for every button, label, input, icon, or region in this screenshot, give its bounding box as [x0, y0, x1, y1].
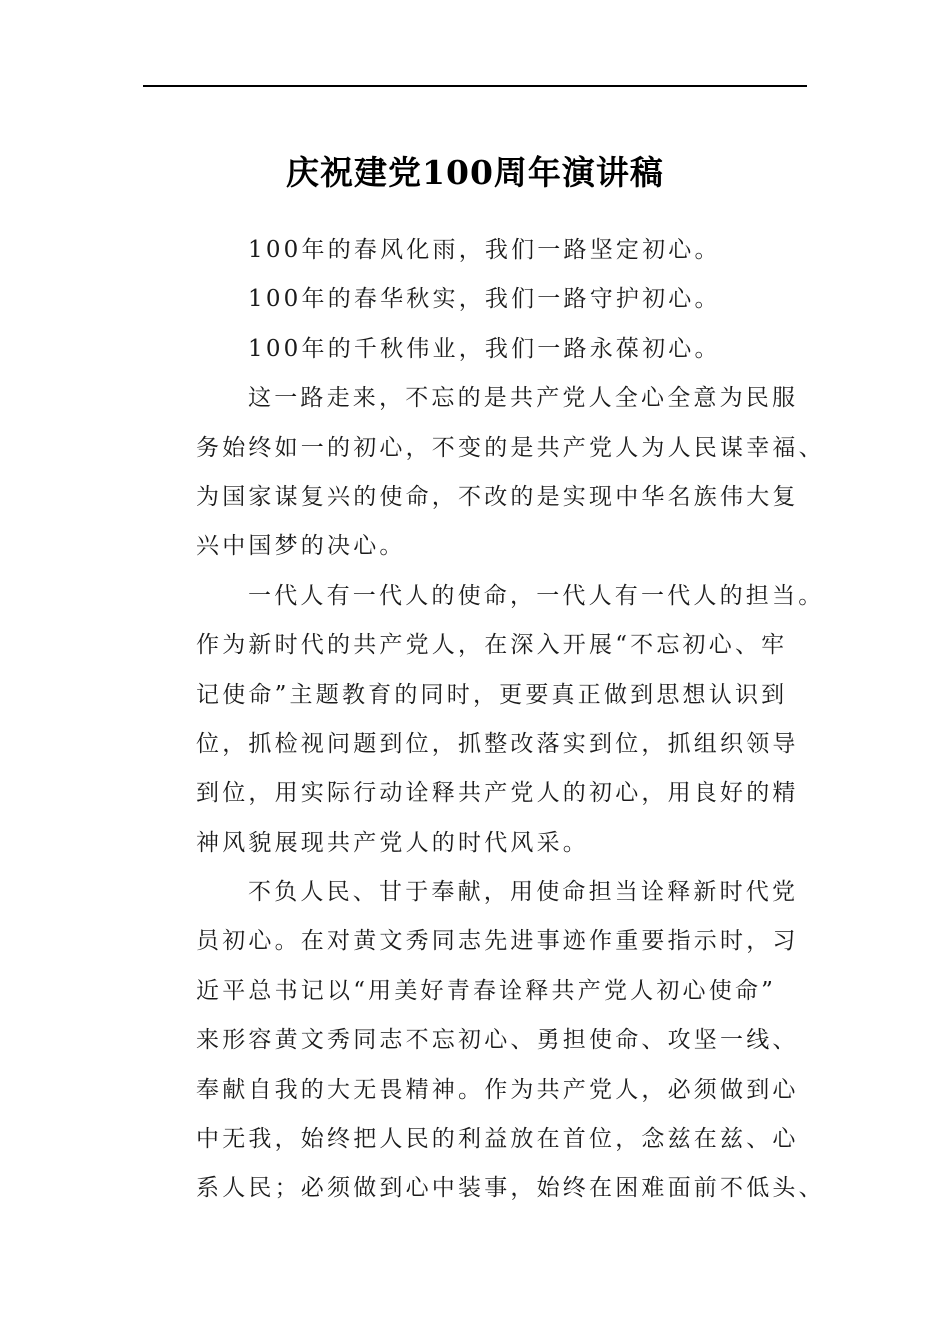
text-line: 近平总书记以“用美好青春诠释共产党人初心使命” — [196, 977, 777, 1004]
text-line: 员初心。在对黄文秀同志先进事迹作重要指示时，习 — [196, 928, 799, 955]
text-line: 系人民；必须做到心中装事，始终在困难面前不低头、 — [196, 1175, 825, 1202]
text-line: 到位，用实际行动诠释共产党人的初心，用良好的精 — [196, 780, 799, 807]
text-line: 100年的春华秋实，我们一路守护初心。 — [248, 286, 721, 313]
document-title: 庆祝建党100周年演讲稿 — [286, 153, 664, 192]
text-line: 不负人民、甘于奉献，用使命担当诠释新时代党 — [248, 879, 799, 906]
text-line: 奉献自我的大无畏精神。作为共产党人，必须做到心 — [196, 1076, 799, 1103]
header-rule — [143, 85, 807, 87]
text-line: 位，抓检视问题到位，抓整改落实到位，抓组织领导 — [196, 730, 799, 757]
text-line: 兴中国梦的决心。 — [196, 533, 406, 560]
text-line: 中无我，始终把人民的利益放在首位，念兹在兹、心 — [196, 1126, 799, 1153]
text-line: 100年的春风化雨，我们一路坚定初心。 — [248, 237, 721, 263]
document-body — [196, 226, 825, 1214]
text-line: 神风貌展现共产党人的时代风采。 — [196, 829, 589, 856]
text-line: 来形容黄文秀同志不忘初心、勇担使命、攻坚一线、 — [196, 1027, 799, 1054]
text-line: 这一路走来，不忘的是共产党人全心全意为民服 — [248, 385, 799, 412]
text-line: 务始终如一的初心，不变的是共产党人为人民谋幸福、 — [196, 434, 825, 461]
text-line: 100年的千秋伟业，我们一路永葆初心。 — [248, 335, 721, 362]
text-line: 记使命”主题教育的同时，更要真正做到思想认识到 — [196, 681, 788, 708]
text-line: 作为新时代的共产党人，在深入开展“不忘初心、牢 — [196, 632, 788, 659]
text-line: 一代人有一代人的使命，一代人有一代人的担当。 — [248, 582, 825, 609]
text-line: 为国家谋复兴的使命，不改的是实现中华名族伟大复 — [196, 483, 799, 510]
